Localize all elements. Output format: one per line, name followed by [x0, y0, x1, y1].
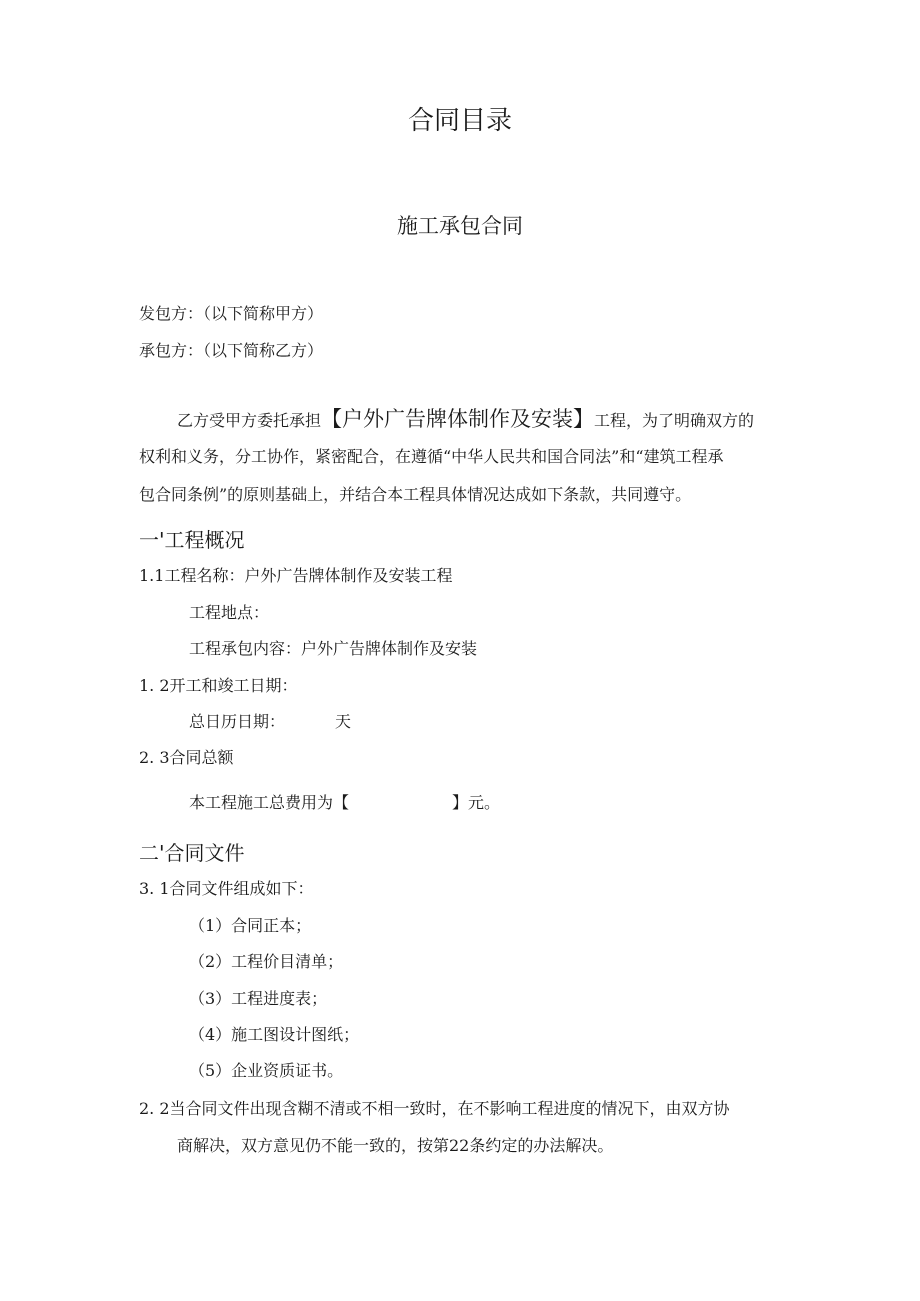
item-2-2-line-1: 2. 2当合同文件出现含糊不清或不相一致时，在不影响工程进度的情况下，由双方协: [139, 1099, 730, 1118]
doc-item: （1）合同正本；: [189, 916, 312, 935]
section-1-heading: 一'工程概况: [139, 528, 245, 552]
doc-item: （2）工程价目清单；: [189, 952, 344, 971]
item-2-3: 2. 3合同总额: [139, 748, 234, 767]
section-2-heading: 二'合同文件: [139, 841, 245, 865]
item-1-2: 1. 2开工和竣工日期：: [139, 676, 298, 695]
doc-item: （4）施工图设计图纸；: [189, 1025, 360, 1044]
page-title: 合同目录: [407, 106, 512, 136]
total-prefix: 本工程施工总费用为【: [189, 793, 350, 812]
total-amount: [189, 790, 500, 813]
item-3-1: 3. 1合同文件组成如下：: [139, 879, 314, 898]
contractor-line: 承包方：（以下简称乙方）: [139, 341, 324, 360]
days-label: 总日历日期：: [189, 712, 286, 731]
item-2-2-line-2: 商解决，双方意见仍不能一致的，按第22条约定的办法解决。: [177, 1136, 614, 1155]
project-scope: 工程承包内容：户外广告牌体制作及安装: [189, 639, 478, 658]
project-name: 【户外广告牌体制作及安装】: [321, 407, 595, 431]
intro-suffix: 工程，为了明确双方的: [594, 411, 755, 430]
doc-item: （3）工程进度表；: [189, 989, 328, 1008]
contract-title: 施工承包合同: [397, 214, 523, 238]
calendar-days: [189, 709, 351, 732]
total-suffix: 】元。: [452, 793, 501, 812]
item-1-1: 1.1工程名称：户外广告牌体制作及安装工程: [139, 566, 453, 585]
intro-line-1: [177, 403, 754, 433]
project-location: 工程地点：: [189, 603, 270, 622]
days-unit: 天: [335, 712, 352, 731]
intro-line-2: 权利和义务，分工协作，紧密配合，在遵循“中华人民共和国合同法”和“建筑工程承: [139, 447, 724, 466]
doc-item: （5）企业资质证书。: [189, 1061, 344, 1080]
intro-prefix: 乙方受甲方委托承担: [177, 411, 322, 430]
employer-line: 发包方：（以下简称甲方）: [139, 304, 324, 323]
intro-line-3: 包合同条例”的原则基础上，并结合本工程具体情况达成如下条款，共同遵守。: [139, 485, 692, 504]
